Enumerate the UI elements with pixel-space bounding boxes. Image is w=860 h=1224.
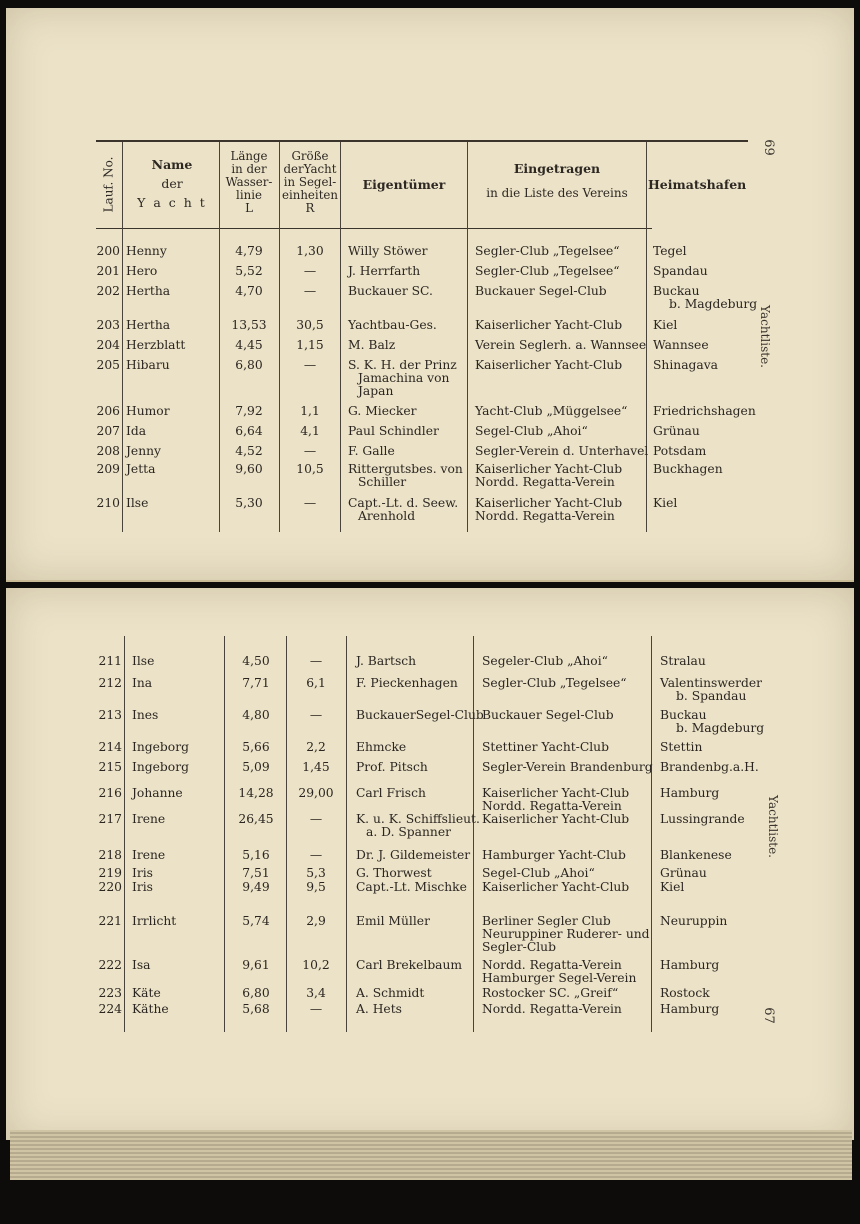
waterline-length: 4,70 (235, 284, 263, 298)
waterline-length: 7,51 (242, 866, 270, 880)
club-line: Nordd. Regatta-Verein (482, 799, 622, 813)
owner: Paul Schindler (348, 424, 439, 438)
yacht-name: Hibaru (126, 358, 170, 372)
club-line: Kaiserlicher Yacht-Club (475, 462, 623, 476)
club: Segler-Verein Brandenburg (482, 760, 653, 774)
club: Kaiserlicher Yacht-Club (475, 358, 623, 372)
home-port-line: Buckau (660, 708, 707, 722)
home-port: Wannsee (653, 338, 709, 352)
sail-units: 4,1 (300, 424, 320, 438)
waterline-length: 14,28 (238, 786, 274, 800)
club: Segel-Club „Ahoi“ (482, 866, 595, 880)
yacht-name: Hero (126, 264, 158, 278)
home-port: Spandau (653, 264, 708, 278)
table-row (0, 244, 860, 264)
home-port: Potsdam (653, 444, 707, 458)
header-length-l3: Wasser- (225, 175, 273, 189)
sail-units: — (303, 264, 317, 278)
table-row (0, 848, 860, 868)
header-name-line2: der (161, 176, 183, 191)
sail-units: 10,5 (296, 462, 324, 476)
sail-units: 1,45 (302, 760, 330, 774)
row-number: 200 (96, 244, 120, 258)
header-length (220, 150, 278, 215)
home-port-line: b. Spandau (676, 689, 747, 703)
owner-line: a. D. Spanner (366, 825, 452, 839)
yacht-name: Jetta (126, 462, 156, 476)
row-number: 219 (98, 866, 122, 880)
table-row (0, 424, 860, 444)
home-port: Blankenese (660, 848, 732, 862)
home-port-line: Buckau (653, 284, 700, 298)
waterline-length: 5,68 (242, 1002, 270, 1016)
owner: Willy Stöwer (348, 244, 428, 258)
waterline-length: 5,66 (242, 740, 270, 754)
row-number: 213 (98, 708, 122, 722)
sail-units: 1,30 (296, 244, 324, 258)
waterline-length: 9,49 (242, 880, 270, 894)
table-row (0, 318, 860, 338)
waterline-length: 6,80 (242, 986, 270, 1000)
sail-units: 5,3 (306, 866, 326, 880)
home-port: Kiel (653, 318, 678, 332)
yacht-name: Ilse (126, 496, 149, 510)
home-port: Brandenbg.a.H. (660, 760, 759, 774)
header-no-text: Lauf. No. (101, 156, 116, 213)
table-row (0, 880, 860, 900)
row-number: 220 (98, 880, 122, 894)
header-size-l2: derYacht (283, 162, 337, 176)
sail-units: — (303, 358, 317, 372)
row-number: 217 (98, 812, 122, 826)
owner-line: Schiller (358, 475, 407, 489)
row-number: 210 (96, 496, 120, 510)
sail-units: 3,4 (306, 986, 326, 1000)
home-port: Kiel (660, 880, 685, 894)
sail-units: 29,00 (298, 786, 334, 800)
club-line: Neuruppiner Ruderer- und (482, 927, 650, 941)
sail-units: 1,1 (300, 404, 320, 418)
club: Segel-Club „Ahoi“ (475, 424, 588, 438)
owner: Dr. J. Gildemeister (356, 848, 471, 862)
owner: BuckauerSegel-Club (356, 708, 484, 722)
row-number: 208 (96, 444, 120, 458)
yacht-name: Humor (126, 404, 170, 418)
home-port: Grünau (653, 424, 700, 438)
waterline-length: 9,60 (235, 462, 263, 476)
owner: Prof. Pitsch (356, 760, 428, 774)
owner-line: S. K. H. der Prinz (348, 358, 457, 372)
waterline-length: 6,80 (235, 358, 263, 372)
waterline-length: 5,09 (242, 760, 270, 774)
row-number: 214 (98, 740, 122, 754)
running-head-bottom: Yachtliste. (766, 795, 780, 858)
club: Kaiserlicher Yacht-Club (475, 318, 623, 332)
row-number: 204 (96, 338, 120, 352)
owner-line: Jamachina von (358, 371, 450, 385)
sail-units: — (309, 1002, 323, 1016)
owner: M. Balz (348, 338, 396, 352)
table-row (0, 760, 860, 780)
waterline-length: 5,74 (242, 914, 270, 928)
owner: Ehmcke (356, 740, 407, 754)
table-row (0, 914, 860, 954)
header-size-l5: R (305, 201, 315, 215)
owner: A. Schmidt (356, 986, 425, 1000)
club: Rostocker SC. „Greif“ (482, 986, 619, 1000)
row-number: 218 (98, 848, 122, 862)
owner: Carl Brekelbaum (356, 958, 463, 972)
yacht-name: Käthe (132, 1002, 169, 1016)
yacht-name: Ida (126, 424, 147, 438)
sail-units: — (303, 496, 317, 510)
sail-units: 6,1 (306, 676, 326, 690)
row-number: 205 (96, 358, 120, 372)
yacht-name: Ilse (132, 654, 155, 668)
club: Segler-Club „Tegelsee“ (482, 676, 627, 690)
yacht-name: Johanne (132, 786, 183, 800)
club-line: Nordd. Regatta-Verein (475, 475, 615, 489)
row-number: 215 (98, 760, 122, 774)
owner: Carl Frisch (356, 786, 426, 800)
sail-units: — (309, 848, 323, 862)
row-number: 206 (96, 404, 120, 418)
club-line: Nordd. Regatta-Verein (482, 958, 622, 972)
owner: J. Bartsch (356, 654, 417, 668)
club: Buckauer Segel-Club (475, 284, 607, 298)
home-port-line: Valentinswerder (660, 676, 763, 690)
row-number: 207 (96, 424, 120, 438)
table-row (0, 404, 860, 424)
page-edges (10, 1130, 852, 1180)
sail-units: — (303, 284, 317, 298)
sail-units: 2,9 (306, 914, 326, 928)
header-owner: Eigentümer (362, 177, 446, 192)
yacht-name: Henny (126, 244, 167, 258)
owner-line: Arenhold (358, 509, 416, 523)
home-port: Friedrichshagen (653, 404, 756, 418)
club-line: Nordd. Regatta-Verein (475, 509, 615, 523)
header-no (96, 150, 122, 220)
club-line: Hamburger Segel-Verein (482, 971, 637, 985)
header-size-l1: Größe (291, 149, 329, 163)
club: Buckauer Segel-Club (482, 708, 614, 722)
owner: F. Galle (348, 444, 395, 458)
club: Segler-Verein d. Unterhavel (475, 444, 649, 458)
home-port: Grünau (660, 866, 707, 880)
owner-line: Japan (358, 384, 394, 398)
club-line: Kaiserlicher Yacht-Club (482, 786, 630, 800)
header-length-l2: in der (231, 162, 267, 176)
row-number: 216 (98, 786, 122, 800)
sail-units: 10,2 (302, 958, 330, 972)
table-row (0, 444, 860, 464)
yacht-name: Irrlicht (132, 914, 177, 928)
sail-units: 2,2 (306, 740, 326, 754)
header-name (124, 158, 220, 209)
owner: A. Hets (356, 1002, 402, 1016)
table-row (0, 338, 860, 358)
owner-line: Rittergutsbes. von (348, 462, 463, 476)
header-size-l3: in Segel- (283, 175, 337, 189)
header-name-line3: Y a c h t (137, 195, 207, 210)
header-bottom-rule (96, 228, 652, 229)
club: Stettiner Yacht-Club (482, 740, 609, 754)
home-port: Shinagava (653, 358, 719, 372)
waterline-length: 4,52 (235, 444, 263, 458)
yacht-name: Ingeborg (132, 760, 189, 774)
table-row (0, 496, 860, 523)
waterline-length: 5,30 (235, 496, 263, 510)
home-port: Hamburg (660, 786, 720, 800)
owner-line: Capt.-Lt. d. Seew. (348, 496, 459, 510)
table-row (0, 284, 860, 311)
header-size-l4: einheiten (281, 188, 339, 202)
club: Kaiserlicher Yacht-Club (482, 880, 630, 894)
home-port-line: b. Magdeburg (676, 721, 765, 735)
owner: G. Thorwest (356, 866, 432, 880)
waterline-length: 26,45 (238, 812, 274, 826)
waterline-length: 13,53 (231, 318, 267, 332)
yacht-name: Jenny (126, 444, 161, 458)
owner: G. Miecker (348, 404, 417, 418)
waterline-length: 4,45 (235, 338, 263, 352)
waterline-length: 4,80 (242, 708, 270, 722)
club-line: Berliner Segler Club (482, 914, 611, 928)
waterline-length: 9,61 (242, 958, 270, 972)
home-port: Kiel (653, 496, 678, 510)
club-line: Kaiserlicher Yacht-Club (475, 496, 623, 510)
home-port: Tegel (653, 244, 687, 258)
home-port: Lussingrande (660, 812, 745, 826)
table-row (0, 740, 860, 760)
club: Segeler-Club „Ahoi“ (482, 654, 608, 668)
waterline-length: 5,52 (235, 264, 263, 278)
page-number-top: 69 (760, 139, 776, 156)
page-number-bottom: 67 (760, 1007, 776, 1024)
sail-units: — (309, 654, 323, 668)
yacht-name: Ines (132, 708, 159, 722)
row-number: 224 (98, 1002, 122, 1016)
owner: Emil Müller (356, 914, 430, 928)
row-number: 209 (96, 462, 120, 476)
waterline-length: 5,16 (242, 848, 270, 862)
yacht-name: Hertha (126, 318, 171, 332)
header-name-line1: Name (151, 157, 193, 172)
header-size (280, 150, 340, 215)
home-port: Neuruppin (660, 914, 728, 928)
table-row (0, 1002, 860, 1022)
owner: J. Herrfarth (348, 264, 421, 278)
yacht-name: Iris (132, 880, 153, 894)
row-number: 203 (96, 318, 120, 332)
yacht-name: Irene (132, 812, 166, 826)
owner: F. Pieckenhagen (356, 676, 458, 690)
waterline-length: 4,50 (242, 654, 270, 668)
waterline-length: 7,71 (242, 676, 270, 690)
row-number: 221 (98, 914, 122, 928)
sail-units: — (303, 444, 317, 458)
header-registered-sub: in die Liste des Vereins (486, 186, 628, 200)
yacht-name: Herzblatt (126, 338, 186, 352)
club: Hamburger Yacht-Club (482, 848, 626, 862)
header-registered (468, 162, 646, 200)
owner: Yachtbau-Ges. (348, 318, 437, 332)
row-number: 222 (98, 958, 122, 972)
header-length-l5: L (245, 201, 253, 215)
home-port: Stettin (660, 740, 703, 754)
row-number: 201 (96, 264, 120, 278)
home-port-line: b. Magdeburg (669, 297, 758, 311)
yacht-name: Iris (132, 866, 153, 880)
waterline-length: 4,79 (235, 244, 263, 258)
sail-units: 30,5 (296, 318, 324, 332)
owner-line: K. u. K. Schiffslieut. (356, 812, 480, 826)
table-row (0, 462, 860, 489)
table-row (0, 358, 860, 398)
header-length-l1: Länge (230, 149, 268, 163)
yacht-name: Ingeborg (132, 740, 189, 754)
owner: Capt.-Lt. Mischke (356, 880, 467, 894)
yacht-name: Irene (132, 848, 166, 862)
row-number: 202 (96, 284, 120, 298)
yacht-name: Ina (132, 676, 153, 690)
table-row (0, 708, 860, 735)
yacht-name: Hertha (126, 284, 171, 298)
sail-units: 1,15 (296, 338, 324, 352)
table-row (0, 812, 860, 839)
sail-units: 9,5 (306, 880, 326, 894)
sail-units: — (309, 812, 323, 826)
home-port: Buckhagen (653, 462, 723, 476)
club-line: Segler-Club (482, 940, 556, 954)
header-port: Heimatshafen (648, 177, 747, 192)
home-port: Rostock (660, 986, 710, 1000)
row-number: 211 (98, 654, 122, 668)
table-row (0, 654, 860, 674)
header-length-l4: linie (236, 188, 262, 202)
club: Kaiserlicher Yacht-Club (482, 812, 630, 826)
yacht-name: Isa (132, 958, 151, 972)
home-port: Hamburg (660, 958, 720, 972)
owner: Buckauer SC. (348, 284, 433, 298)
club: Verein Seglerh. a. Wannsee (475, 338, 647, 352)
row-number: 212 (98, 676, 122, 690)
home-port: Stralau (660, 654, 706, 668)
waterline-length: 6,64 (235, 424, 263, 438)
header-registered-title: Eingetragen (513, 161, 601, 176)
header-top-rule (96, 140, 748, 142)
club: Segler-Club „Tegelsee“ (475, 264, 620, 278)
sail-units: — (309, 708, 323, 722)
club: Nordd. Regatta-Verein (482, 1002, 622, 1016)
row-number: 223 (98, 986, 122, 1000)
home-port: Hamburg (660, 1002, 720, 1016)
running-head-top: Yachtliste. (758, 305, 772, 368)
table-row (0, 786, 860, 813)
club: Yacht-Club „Müggelsee“ (475, 404, 628, 418)
table-row (0, 676, 860, 703)
table-row (0, 958, 860, 985)
waterline-length: 7,92 (235, 404, 263, 418)
club: Segler-Club „Tegelsee“ (475, 244, 620, 258)
yacht-name: Käte (132, 986, 161, 1000)
table-row (0, 264, 860, 284)
